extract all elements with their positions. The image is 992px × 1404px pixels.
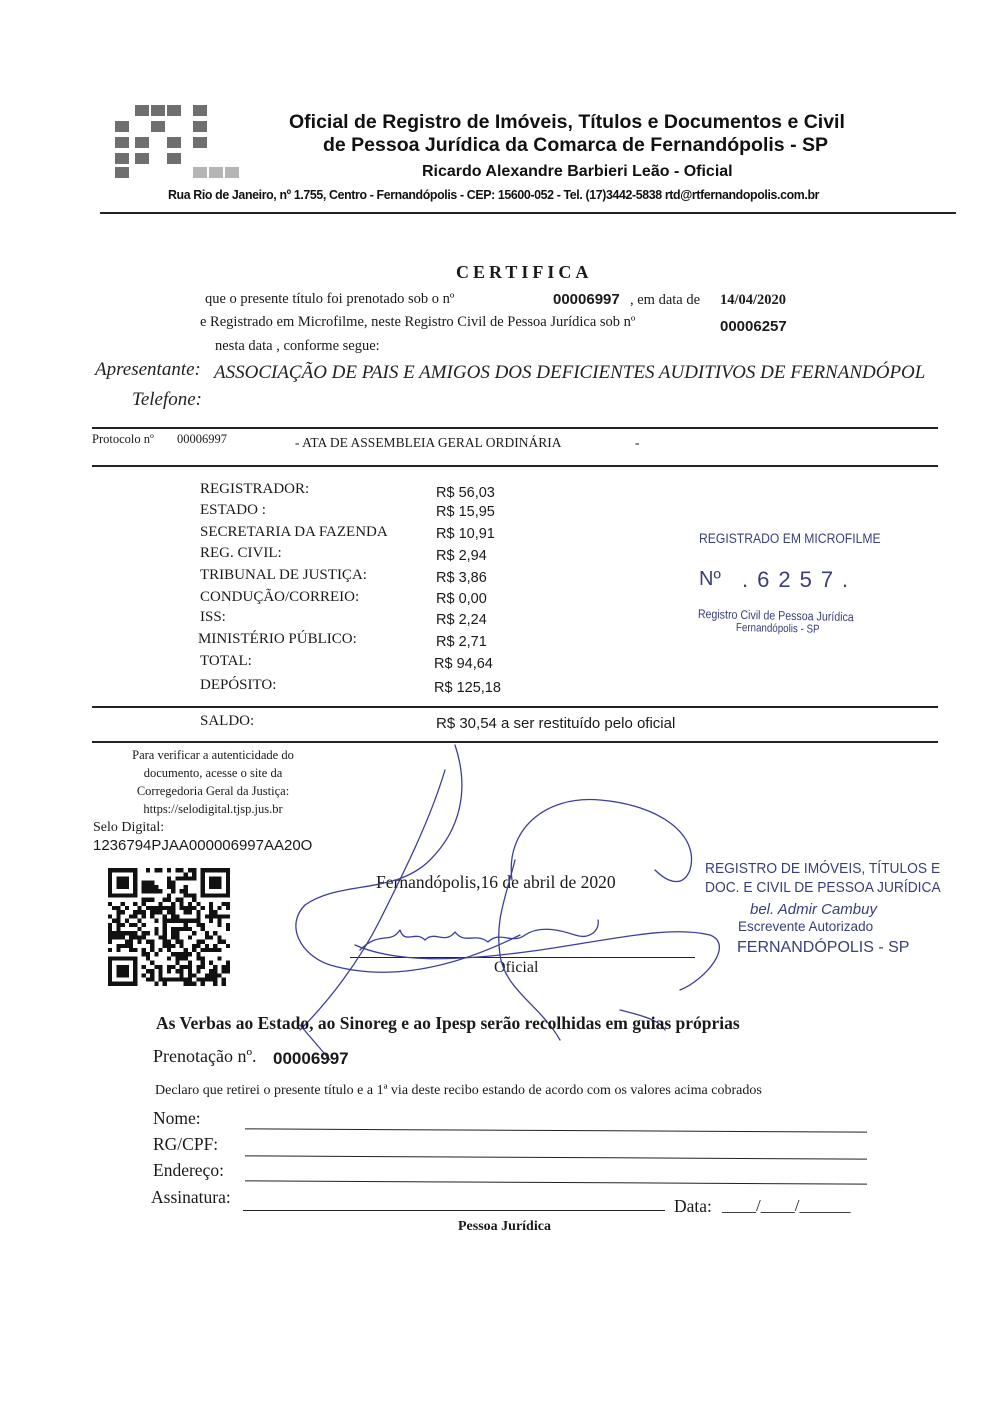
verification-line1: Para verificar a autenticidade do [132,748,294,762]
address-label: Endereço: [153,1160,224,1180]
verbas-notice: As Verbas ao Estado, ao Sinoreg e ao Ipesp serão recolhidas em guias próprias [156,1013,740,1033]
protocol-number: 00006997 [177,432,227,446]
verification-url[interactable]: https://selodigital.tjsp.jus.br [143,802,283,816]
fee-label: DEPÓSITO: [200,677,277,693]
fee-value: R$ 2,24 [436,612,487,628]
fee-label: REGISTRADOR: [200,481,310,497]
header-title-line2: de Pessoa Jurídica da Comarca de Fernandópolis - SP [323,134,828,156]
signature-field[interactable] [243,1210,665,1211]
saldo-value: R$ 30,54 a ser restituído pelo oficial [436,715,676,732]
certificate-line1-prefix: que o presente título foi prenotado sob o nº [205,291,455,307]
fee-value: R$ 3,86 [436,570,487,586]
presenter-value: ASSOCIAÇÃO DE PAIS E AMIGOS DOS DEFICIENTES AUDITIVOS DE FERNANDÓPOL [214,362,926,383]
fee-label: TRIBUNAL DE JUSTIÇA: [200,567,367,583]
name-label: Nome: [153,1108,201,1128]
header-address: Rua Rio de Janeiro, nº 1.755, Centro - Fernandópolis - CEP: 15600-052 - Tel. (17)3442-5838 rtd@rtfernandopolis.com.br [168,187,820,202]
fee-label: TOTAL: [200,653,252,669]
certificate-line2-prefix: e Registrado em Microfilme, neste Registro Civil de Pessoa Jurídica sob nº [200,314,636,330]
date-field[interactable]: ____/____/______ [722,1196,851,1215]
fee-label: ESTADO : [200,502,266,518]
certificate-line1-mid: , em data de [630,292,701,308]
signature-role: Oficial [494,959,539,976]
fee-value: R$ 10,91 [436,526,495,542]
signature-label: Assinatura: [151,1187,231,1207]
declaration-text: Declaro que retirei o presente título e a 1ª via deste recibo estando de acordo com os valores acima cobrados [155,1083,762,1098]
prenotation-footer-number: 00006997 [273,1049,349,1068]
verification-line2: documento, acesse o site da [143,766,283,780]
fee-label: SECRETARIA DA FAZENDA [200,524,388,540]
microfilm-stamp-number-label: Nº [699,568,721,590]
office-stamp-line2: DOC. E CIVIL DE PESSOA JURÍDICA [705,879,941,896]
fee-label: REG. CIVIL: [200,545,282,561]
registration-number: 00006257 [720,318,787,335]
office-stamp-line4: Escrevente Autorizado [738,919,874,934]
fee-value: R$ 125,18 [434,680,501,696]
protocol-trailing: - [635,435,640,450]
verification-line3: Corregedoria Geral da Justiça: [136,784,290,798]
protocol-label: Protocolo nº [92,432,154,446]
fee-label: CONDUÇÃO/CORREIO: [200,589,360,605]
prenotation-date: 14/04/2020 [720,292,787,308]
office-stamp-line5: FERNANDÓPOLIS - SP [737,939,910,956]
fee-label: ISS: [200,609,226,625]
saldo-label: SALDO: [200,713,255,729]
prenotation-label: Prenotação nº. [153,1046,257,1066]
digital-seal-code: 1236794PJAA000006997AA20O [93,837,313,854]
date-label: Data: [674,1196,712,1216]
certificate-title: CERTIFICA [456,262,593,282]
fee-value: R$ 2,71 [436,634,487,650]
microfilm-stamp-title: REGISTRADO EM MICROFILME [699,531,881,546]
presenter-label: Apresentante: [95,359,201,380]
office-stamp-line1: REGISTRO DE IMÓVEIS, TÍTULOS E [705,860,941,877]
fee-value: R$ 94,64 [434,656,493,672]
place-date: Fernandópolis,16 de abril de 2020 [376,872,616,892]
fee-value: R$ 56,03 [436,485,495,501]
protocol-description: - ATA DE ASSEMBLEIA GERAL ORDINÁRIA [295,435,562,450]
fee-value: R$ 0,00 [436,591,487,607]
certificate-line3: nesta data , conforme segue: [215,338,380,354]
document-type: Pessoa Jurídica [458,1219,551,1234]
fee-value: R$ 15,95 [436,504,495,520]
digital-seal-label: Selo Digital: [93,820,165,835]
fee-label: MINISTÉRIO PÚBLICO: [198,631,357,647]
microfilm-stamp-number: .6257. [742,567,858,592]
microfilm-stamp-line1: Registro Civil de Pessoa Jurídica [697,607,854,625]
rg-cpf-label: RG/CPF: [153,1134,219,1154]
fee-value: R$ 2,94 [436,548,487,564]
phone-label: Telefone: [132,389,203,410]
microfilm-stamp-line2: Fernandópolis - SP [735,622,820,636]
header-officer: Ricardo Alexandre Barbieri Leão - Oficial [422,163,733,180]
office-stamp-line3: bel. Admir Cambuy [750,901,877,918]
header-title-line1: Oficial de Registro de Imóveis, Títulos e Documentos e Civil [289,111,845,133]
prenotation-number: 00006997 [553,291,620,308]
